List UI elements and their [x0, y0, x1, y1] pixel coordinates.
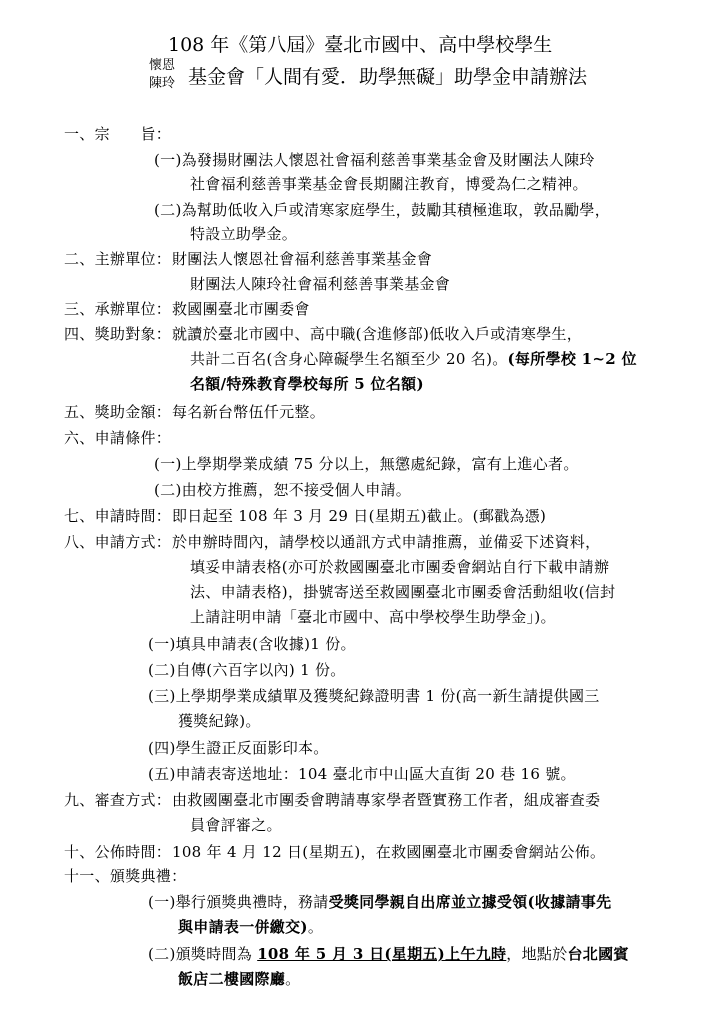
section-9-value-2: 員會評審之。: [190, 816, 282, 834]
section-10-label: 十、公佈時間：: [64, 843, 172, 861]
section-6-item-1: (一)上學期學業成績 75 分以上，無懲處紀錄，富有上進心者。: [154, 455, 579, 473]
section-8-item-3-cont: 獲獎紀錄)。: [178, 712, 261, 730]
section-8-item-4: (四)學生證正反面影印本。: [148, 739, 329, 757]
section-9-value-1: 由救國團臺北市團委會聘請專家學者暨實務工作者，組成審查委: [172, 791, 601, 809]
section-10-value: 108 年 4 月 12 日(星期五)，在救國團臺北市團委會網站公佈。: [172, 843, 606, 861]
org-name-bottom: 陳玲: [148, 76, 175, 91]
section-8-item-2: (二)自傳(六百字以內) 1 份。: [148, 661, 346, 679]
section-1-item-2-cont: 特設立助學金。: [190, 225, 298, 243]
section-11-item-2-cont: [178, 969, 300, 989]
section-11-item-2-cont-end: 。: [285, 970, 301, 988]
section-8-value-3: 法、申請表格)，掛號寄送至救國團臺北市團委會活動組收(信封: [190, 583, 616, 601]
section-2-value-2: 財團法人陳玲社會福利慈善事業基金會: [190, 275, 451, 293]
section-1-item-2: (二)為幫助低收入戶或清寒家庭學生，鼓勵其積極進取，敦品勵學，: [154, 201, 611, 219]
section-11-item-2-cont-bold: 飯店二樓國際廳: [178, 970, 286, 988]
section-11-item-2-bold-venue: 台北國賓: [567, 945, 629, 963]
section-11-item-2-plain-1: (二)頒獎時間為: [148, 945, 258, 963]
title-line-1: 108 年《第八屆》臺北市國中、高中學校學生: [168, 34, 553, 56]
section-4-label: 四、獎助對象：: [64, 325, 172, 343]
section-5-value: 每名新台幣伍仟元整。: [172, 403, 326, 421]
section-1-item-1-cont: 社會福利慈善事業基金會長期關注教育，博愛為仁之精神。: [190, 175, 588, 193]
title-line-2: 基金會「人間有愛．助學無礙」助學金申請辦法: [188, 66, 588, 88]
section-11-item-1-cont-bold: 與申請表一併繳交): [178, 918, 308, 936]
section-11-item-2: [148, 944, 629, 964]
section-4-value-2: [190, 349, 637, 369]
section-1-item-1: (一)為發揚財團法人懷恩社會福利慈善事業基金會及財團法人陳玲: [154, 151, 595, 169]
section-8-label: 八、申請方式：: [64, 533, 172, 551]
org-names-stack: [144, 57, 180, 93]
section-3-value: 救國團臺北市團委會: [172, 300, 310, 318]
section-5-label: 五、獎助金額：: [64, 403, 172, 421]
section-8-item-3: (三)上學期學業成績單及獲獎紀錄證明書 1 份(高一新生請提供國三: [148, 687, 600, 705]
section-11-item-2-underlined-time: 108 年 5 月 3 日(星期五)上午九時: [257, 945, 507, 963]
section-8-value-4: 上請註明申請「臺北市國中、高中學校學生助學金」)。: [190, 608, 556, 626]
section-6-label: 六、申請條件：: [64, 429, 172, 447]
section-4-value-3: [190, 374, 424, 394]
section-11-item-1-cont: [178, 917, 323, 937]
section-11-label: 十一、頒獎典禮：: [64, 867, 187, 885]
section-4-value-1: 就讀於臺北市國中、高中職(含進修部)低收入戶或清寒學生，: [172, 325, 583, 343]
section-9-label: 九、審查方式：: [64, 791, 172, 809]
section-11-item-1-plain: (一)舉行頒獎典禮時，務請: [148, 893, 329, 911]
section-1-label: 一、宗 旨：: [64, 125, 172, 143]
section-2-value-1: 財團法人懷恩社會福利慈善事業基金會: [172, 250, 433, 268]
section-8-value-1: 於申辦時間內，請學校以通訊方式申請推薦，並備妥下述資料，: [172, 533, 601, 551]
section-11-item-1-bold: 受獎同學親自出席並立據受領(收據請事先: [328, 893, 612, 911]
org-name-top: 懷恩: [148, 58, 175, 73]
section-8-item-1: (一)填具申請表(含收據)1 份。: [148, 635, 356, 653]
section-7-label: 七、申請時間：: [64, 507, 172, 525]
section-4-value-2-bold: (每所學校 1~2 位: [507, 350, 637, 368]
section-6-item-2: (二)由校方推薦，恕不接受個人申請。: [154, 481, 412, 499]
section-11-item-2-plain-2: ，地點於: [506, 945, 568, 963]
section-7-value: 即日起至 108 年 3 月 29 日(星期五)截止。(郵戳為憑): [172, 507, 547, 525]
section-4-value-2-plain: 共計二百名(含身心障礙學生名額至少 20 名)。: [190, 350, 508, 368]
section-11-item-1: [148, 892, 611, 912]
section-11-item-1-cont-end: 。: [307, 918, 324, 936]
section-8-item-5: (五)申請表寄送地址：104 臺北市中山區大直街 20 巷 16 號。: [148, 765, 576, 783]
section-3-label: 三、承辦單位：: [64, 300, 172, 318]
section-2-label: 二、主辦單位：: [64, 250, 172, 268]
section-4-value-3-bold: 名額/特殊教育學校每所 5 位名額): [190, 375, 424, 393]
section-8-value-2: 填妥申請表格(亦可於救國團臺北市團委會網站自行下載申請辦: [190, 558, 610, 576]
